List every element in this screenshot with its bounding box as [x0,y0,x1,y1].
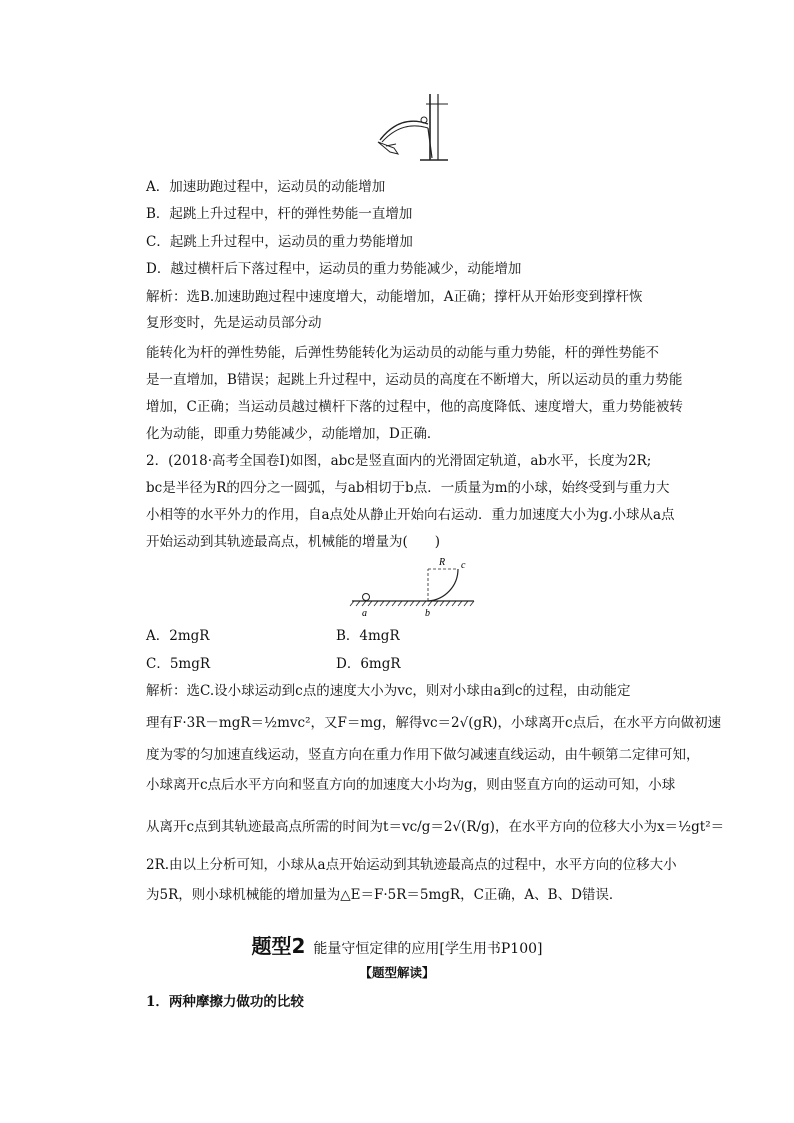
q2-option-a: A．2mgR [146,628,210,644]
q1-option-b: B．起跳上升过程中，杆的弹性势能一直增加 [146,206,413,222]
q2-stem-line: 开始运动到其轨迹最高点，机械能的增量为( ) [146,534,441,550]
q2-analysis-line: 从离开c点到其轨迹最高点所需的时间为t＝vc/g＝2√(R/g)，在水平方向的位移大小为x＝½gt²＝ [146,819,725,835]
section-item: 1．两种摩擦力做功的比较 [146,994,304,1010]
q1-analysis-line: 增加，C正确；当运动员越过横杆下落的过程中，他的高度降低、速度增大，重力势能被转 [146,399,683,415]
q1-analysis-line: 是一直增加，B错误；起跳上升过程中，运动员的高度在不断增大，所以运动员的重力势能 [146,372,683,388]
section-title-big: 题型2 [251,934,306,958]
q2-analysis-line: 2R.由以上分析可知，小球从a点开始运动到其轨迹最高点的过程中，水平方向的位移大小 [146,857,677,873]
q1-option-a: A．加速助跑过程中，运动员的动能增加 [146,179,386,195]
q2-analysis-line: 小球离开c点后水平方向和竖直方向的加速度大小均为g，则由竖直方向的运动可知，小球 [146,777,676,793]
q2-option-d: D．6mgR [336,656,401,672]
label-a: a [362,608,367,619]
q2-analysis-line: 为5R，则小球机械能的增加量为△E＝F·5R＝5mgR，C正确，A、B、D错误． [146,887,623,903]
q1-analysis-line: 能转化为杆的弹性势能，后弹性势能转化为运动员的动能与重力势能，杆的弹性势能不 [146,345,659,361]
q2-option-b: B．4mgR [336,628,400,644]
q2-analysis-line: 度为零的匀加速直线运动，竖直方向在重力作用下做匀减速直线运动，由牛顿第二定律可知， [146,747,700,763]
section-heading [0,930,794,959]
q2-stem-line: 小相等的水平外力的作用，自a点处从静止开始向右运动．重力加速度大小为g.小球从a点 [146,507,675,523]
q1-analysis-line: 解析：选B.加速助跑过程中速度增大，动能增加，A正确；撑杆从开始形变到撑杆恢 [146,289,643,305]
q1-option-c: C．起跳上升过程中，运动员的重力势能增加 [146,234,413,250]
label-b: b [425,608,430,619]
label-c: c [461,560,466,571]
track-figure [348,555,478,620]
q2-analysis-line: 解析：选C.设小球运动到c点的速度大小为vc，则对小球由a到c的过程，由动能定 [146,683,631,699]
q1-option-d: D．越过横杆后下落过程中，运动员的重力势能减少，动能增加 [146,261,522,277]
q2-option-c: C．5mgR [146,656,211,672]
ball [363,594,370,601]
pole-vault-figure [370,92,450,162]
section-title-rest: 能量守恒定律的应用[学生用书P100] [313,941,543,957]
q2-stem-line: 2．(2018·高考全国卷Ⅰ)如图，abc是竖直面内的光滑固定轨道，ab水平，长度为2R; [146,453,652,469]
q1-analysis-line: 化为动能，即重力势能减少，动能增加，D正确． [146,426,441,442]
label-R: R [439,557,446,568]
q2-analysis-line: 理有F·3R－mgR＝½mvc²，又F＝mg，解得vc＝2√(gR)，小球离开c点后，在水平方向做初速 [146,715,722,731]
section-subheading: 【题型解读】 [359,965,435,980]
q2-stem-line: bc是半径为R的四分之一圆弧，与ab相切于b点．一质量为m的小球，始终受到与重力大 [146,480,670,496]
q1-analysis-line: 复形变时，先是运动员部分动 [146,315,322,331]
